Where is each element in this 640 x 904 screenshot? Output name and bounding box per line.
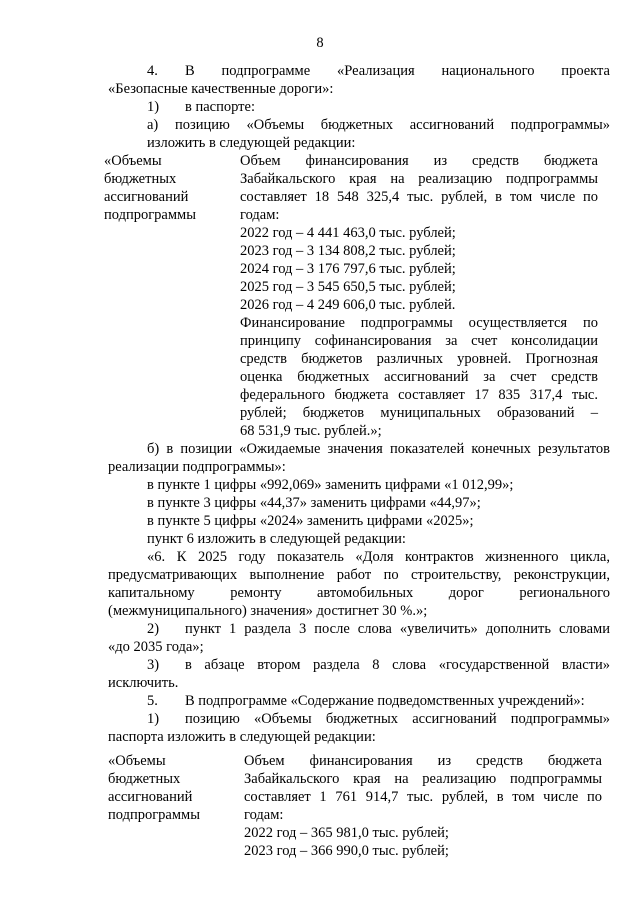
sec5-heading-text: В подпрограмме «Содержание подведомственных учреждений»:: [185, 693, 585, 709]
sec5-year-line: 2023 год – 366 990,0 тыс. рублей;: [244, 843, 449, 859]
sec4-item1: [147, 98, 610, 116]
sec4-quote-line4: (межмуниципального) значения» достигнет 30 %.»;: [108, 603, 428, 619]
sec4-year-line: 2024 год – 3 176 797,6 тыс. рублей;: [240, 261, 456, 277]
sec4-content-line: принципу софинансирования за счет консолидации: [240, 333, 598, 349]
sec5-content-line: Объем финансирования из средств бюджета: [244, 753, 602, 769]
page-number: 8: [316, 35, 324, 51]
sec4-heading: [147, 62, 610, 80]
sec4-point3: в пункте 3 цифры «44,37» заменить цифрами «44,97»;: [147, 495, 481, 511]
sec4-content-line: Объем финансирования из средств бюджета: [240, 153, 598, 169]
sec4-point6: пункт 6 изложить в следующей редакции:: [147, 531, 406, 547]
sec5-item1: [147, 710, 610, 728]
sec4-content-line: средств бюджетов различных уровней. Прогнозная: [240, 351, 598, 367]
sec4-item2-cont: «до 2035 года»;: [108, 639, 204, 655]
sec4-content-line: 68 531,9 тыс. рублей.»;: [240, 423, 382, 439]
sec4-label-line: ассигнований: [104, 189, 189, 205]
sec4-a-line1: а) позицию «Объемы бюджетных ассигнований подпрограммы»: [147, 117, 610, 133]
sec4-content-line: годам:: [240, 207, 280, 223]
sec5-item1-number: 1): [147, 711, 160, 727]
sec4-item3-text: в абзаце втором раздела 8 слова «государственной власти»: [185, 657, 610, 673]
sec4-label-line: бюджетных: [104, 171, 177, 187]
sec4-b-line2: реализации подпрограммы»:: [108, 459, 286, 475]
sec4-point1: в пункте 1 цифры «992,069» заменить цифрами «1 012,99»;: [147, 477, 514, 493]
sec5-label-line: ассигнований: [108, 789, 193, 805]
sec4-year-line: 2026 год – 4 249 606,0 тыс. рублей.: [240, 297, 456, 313]
sec4-label-line: подпрограммы: [104, 207, 196, 223]
sec5-content-line: Забайкальского края на реализацию подпрограммы: [244, 771, 602, 787]
sec4-b-line1: б) в позиции «Ожидаемые значения показателей конечных результатов: [147, 441, 610, 457]
sec4-year-line: 2023 год – 3 134 808,2 тыс. рублей;: [240, 243, 456, 259]
sec4-heading-text: В подпрограмме «Реализация национального проекта: [185, 63, 610, 79]
sec5-content-line: составляет 1 761 914,7 тыс. рублей, в том числе по: [244, 789, 602, 805]
sec4-quote-line3: капитальному ремонту автомобильных дорог регионального: [108, 585, 610, 601]
sec4-quote-line2: предусматривающих выполнение работ по строительству, реконструкции,: [108, 567, 610, 583]
sec4-a-line2: изложить в следующей редакции:: [147, 135, 356, 151]
sec5-number: 5.: [147, 693, 158, 709]
sec4-item3-cont: исключить.: [108, 675, 179, 691]
sec4-content-line: Забайкальского края на реализацию подпрограммы: [240, 171, 598, 187]
sec4-content-line: федерального бюджета составляет 17 835 317,4 тыс.: [240, 387, 598, 403]
sec4-item2: [147, 620, 610, 638]
sec5-heading: [147, 692, 610, 710]
sec4-label-line: «Объемы: [104, 153, 162, 169]
sec4-item2-text: пункт 1 раздела 3 после слова «увеличить» дополнить словами: [185, 621, 610, 637]
sec4-item2-number: 2): [147, 621, 160, 637]
sec5-label-line: «Объемы: [108, 753, 166, 769]
sec4-item3: [147, 656, 610, 674]
sec4-content-line: оценка бюджетных ассигнований за счет средств: [240, 369, 598, 385]
sec4-item3-number: 3): [147, 657, 160, 673]
sec4-year-line: 2025 год – 3 545 650,5 тыс. рублей;: [240, 279, 456, 295]
sec5-label-line: бюджетных: [108, 771, 181, 787]
sec5-year-line: 2022 год – 365 981,0 тыс. рублей;: [244, 825, 449, 841]
sec4-content-line: Финансирование подпрограммы осуществляется по: [240, 315, 598, 331]
sec4-content-line: рублей; бюджетов муниципальных образований –: [240, 405, 598, 421]
sec4-year-line: 2022 год – 4 441 463,0 тыс. рублей;: [240, 225, 456, 241]
sec5-item1-cont: паспорта изложить в следующей редакции:: [108, 729, 376, 745]
sec5-item1-text: позицию «Объемы бюджетных ассигнований подпрограммы»: [185, 711, 610, 727]
sec5-content-line: годам:: [244, 807, 284, 823]
sec4-item1-text: в паспорте:: [185, 99, 255, 115]
sec4-number: 4.: [147, 63, 158, 79]
sec4-heading-cont: «Безопасные качественные дороги»:: [108, 81, 334, 97]
sec4-quote-line1: «6. К 2025 году показатель «Доля контрактов жизненного цикла,: [147, 549, 610, 565]
sec4-point5: в пункте 5 цифры «2024» заменить цифрами «2025»;: [147, 513, 474, 529]
sec5-label-line: подпрограммы: [108, 807, 200, 823]
sec4-content-line: составляет 18 548 325,4 тыс. рублей, в том числе по: [240, 189, 598, 205]
sec4-item1-number: 1): [147, 99, 160, 115]
